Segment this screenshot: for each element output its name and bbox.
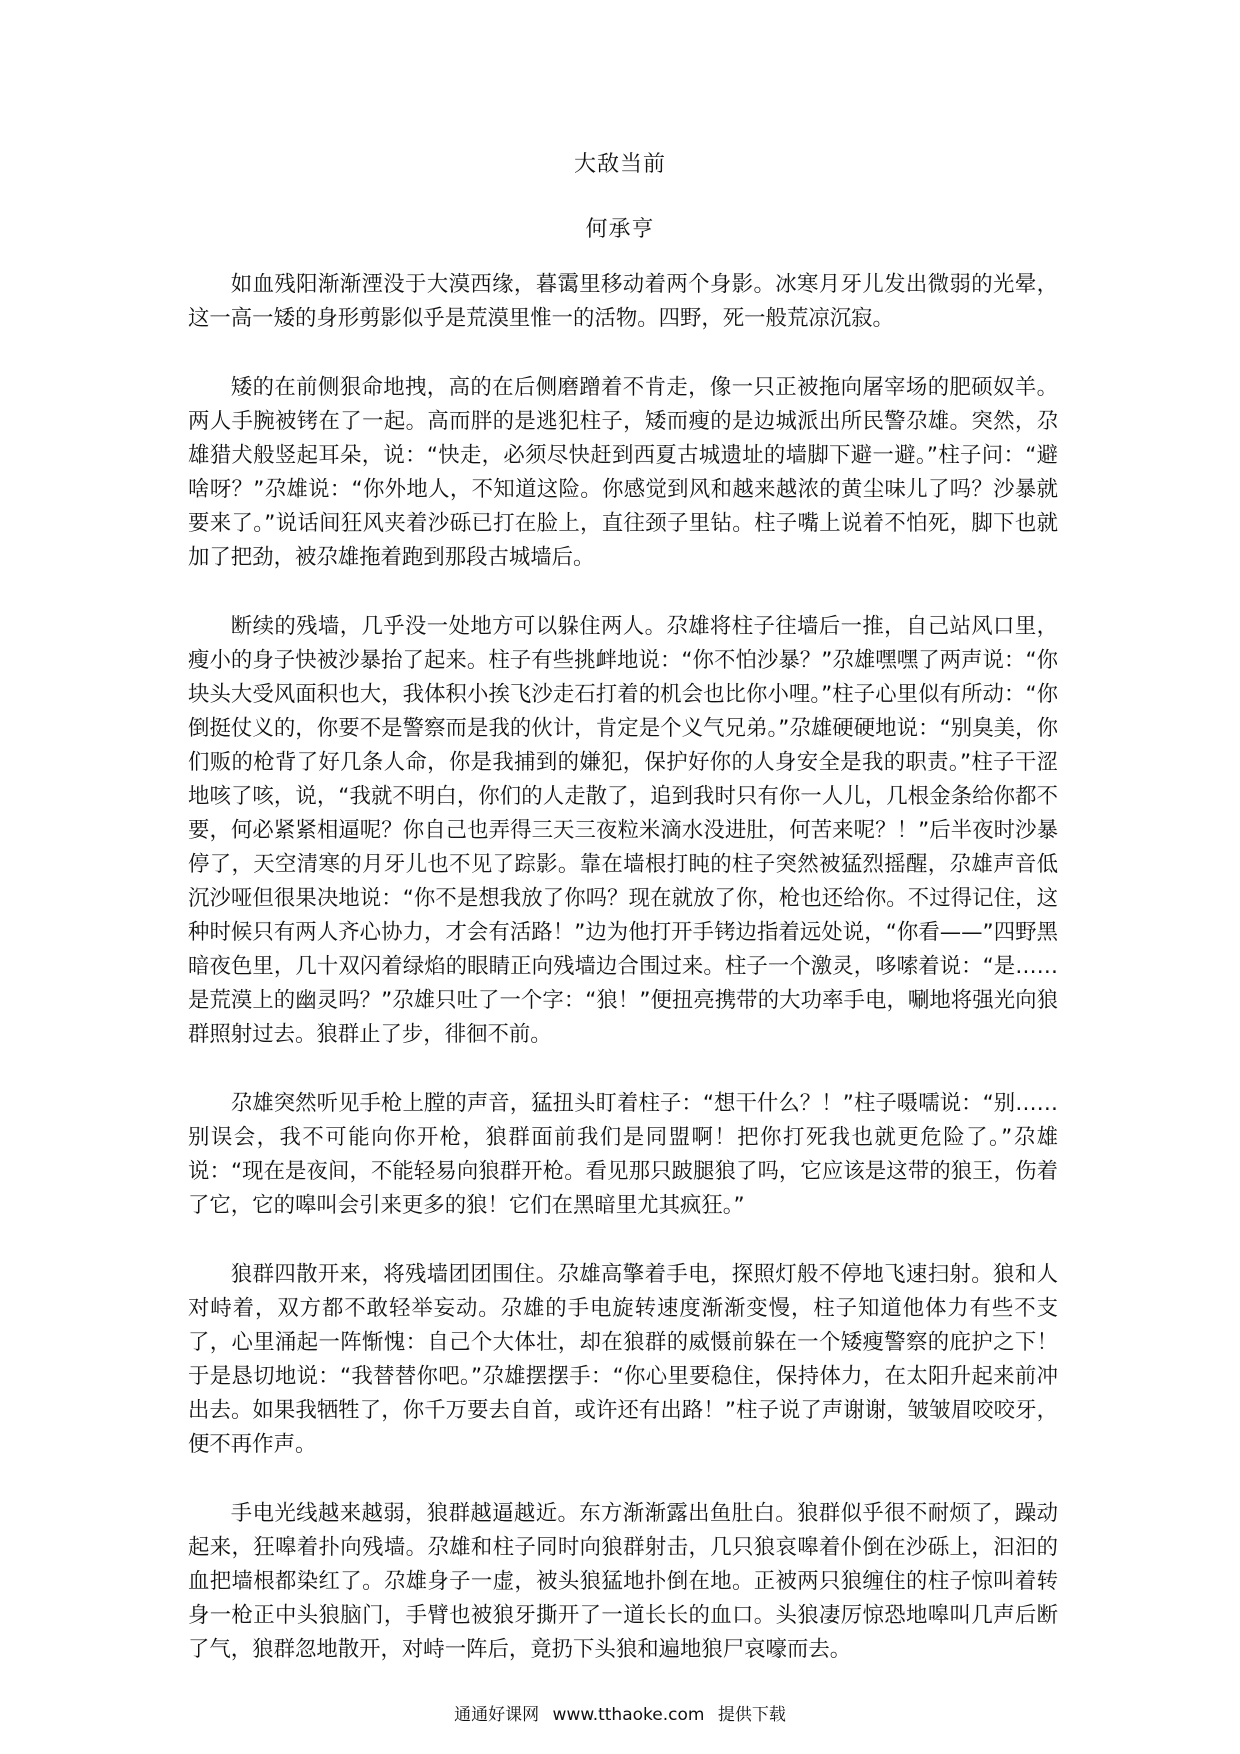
footer-url[interactable]: www.tthaoke.com (552, 1705, 705, 1725)
paragraph: 如血残阳渐渐湮没于大漠西缘，暮霭里移动着两个身影。冰寒月牙儿发出微弱的光晕，这一高一矮的身形剪影似乎是荒漠里惟一的活物。四野，死一般荒凉沉寂。 (188, 272, 1058, 331)
document-title: 大敌当前 (573, 152, 666, 177)
page-footer (0, 1703, 1240, 1727)
paragraph: 矮的在前侧狠命地拽，高的在后侧磨蹭着不肯走，像一只正被拖向屠宰场的肥硕奴羊。两人手腕被铐在了一起。高而胖的是逃犯柱子，矮而瘦的是边城派出所民警尕雄。突然，尕雄猎犬般竖起耳朵，说：“快走，必须尽快赶到西夏古城遗址的墙脚下避一避。”柱子问：“避啥呀？”尕雄说：“你外地人，不知道这险。你感觉到风和越来越浓的黄尘味儿了吗？沙暴就要来了。”说话间狂风夹着沙砾已打在脸上，直往颈子里钻。柱子嘴上说着不怕死，脚下也就加了把劲，被尕雄拖着跑到那段古城墙后。 (188, 375, 1058, 570)
paragraph: 狼群四散开来，将残墙团团围住。尕雄高擎着手电，探照灯般不停地飞速扫射。狼和人对峙着，双方都不敢轻举妄动。尕雄的手电旋转速度渐渐变慢，柱子知道他体力有些不支了，心里涌起一阵惭愧：自己个大体壮，却在狼群的威慑前躲在一个矮瘦警察的庇护之下！于是恳切地说：“我替替你吧。”尕雄摆摆手：“你心里要稳住，保持体力，在太阳升起来前冲出去。如果我牺牲了，你千万要去自首，或许还有出路！”柱子说了声谢谢，皱皱眉咬咬牙，便不再作声。 (188, 1262, 1058, 1457)
document-body (188, 268, 1058, 1702)
document-author: 何承亨 (585, 217, 655, 242)
paragraph: 断续的残墙，几乎没一处地方可以躲住两人。尕雄将柱子往墙后一推，自己站风口里，瘦小的身子快被沙暴抬了起来。柱子有些挑衅地说：“你不怕沙暴？”尕雄嘿嘿了两声说：“你块头大受风面积也大，我体积小挨飞沙走石打着的机会也比你小哩。”柱子心里似有所动：“你倒挺仗义的，你要不是警察而是我的伙计，肯定是个义气兄弟。”尕雄硬硬地说：“别臭美，你们贩的枪背了好几条人命，你是我捕到的嫌犯，保护好你的人身安全是我的职责。”柱子干涩地咳了咳，说，“我就不明白，你们的人走散了，追到我时只有你一人儿，几根金条给你都不要，何必紧紧相逼呢？你自己也弄得三天三夜粒米滴水没进肚，何苦来呢？！”后半夜时沙暴停了，天空清寒的月牙儿也不见了踪影。靠在墙根打盹的柱子突然被猛烈摇醒，尕雄声音低沉沙哑但很果决地说：“你不是想我放了你吗？现在就放了你，枪也还给你。不过得记住，这种时候只有两人齐心协力，才会有活路！”边为他打开手铐边指着远处说，“你看——”四野黑暗夜色里，几十双闪着绿焰的眼睛正向残墙边合围过来。柱子一个激灵，哆嗦着说：“是……是荒漠上的幽灵吗？”尕雄只吐了一个字：“狼！”便扭亮携带的大功率手电，唰地将强光向狼群照射过去。狼群止了步，徘徊不前。 (188, 614, 1058, 1047)
paragraph: 尕雄突然听见手枪上膛的声音，猛扭头盯着柱子：“想干什么？！”柱子嗫嚅说：“别……别误会，我不可能向你开枪，狼群面前我们是同盟啊！把你打死我也就更危险了。”尕雄说：“现在是夜间，不能轻易向狼群开枪。看见那只跛腿狼了吗，它应该是这带的狼王，伤着了它，它的嗥叫会引来更多的狼！它们在黑暗里尤其疯狂。” (188, 1091, 1058, 1218)
footer-suffix: 提供下载 (717, 1705, 786, 1725)
paragraph: 手电光线越来越弱，狼群越逼越近。东方渐渐露出鱼肚白。狼群似乎很不耐烦了，躁动起来，狂嗥着扑向残墙。尕雄和柱子同时向狼群射击，几只狼哀嗥着仆倒在沙砾上，汩汩的血把墙根都染红了。尕雄身子一虚，被头狼猛地扑倒在地。正被两只狼缠住的柱子惊叫着转身一枪正中头狼脑门，手臂也被狼牙撕开了一道长长的血口。头狼凄厉惊恐地嗥叫几声后断了气，狼群忽地散开，对峙一阵后，竟扔下头狼和遍地狼尸哀嚎而去。 (188, 1501, 1058, 1662)
footer-site-name: 通通好课网 (454, 1705, 540, 1725)
